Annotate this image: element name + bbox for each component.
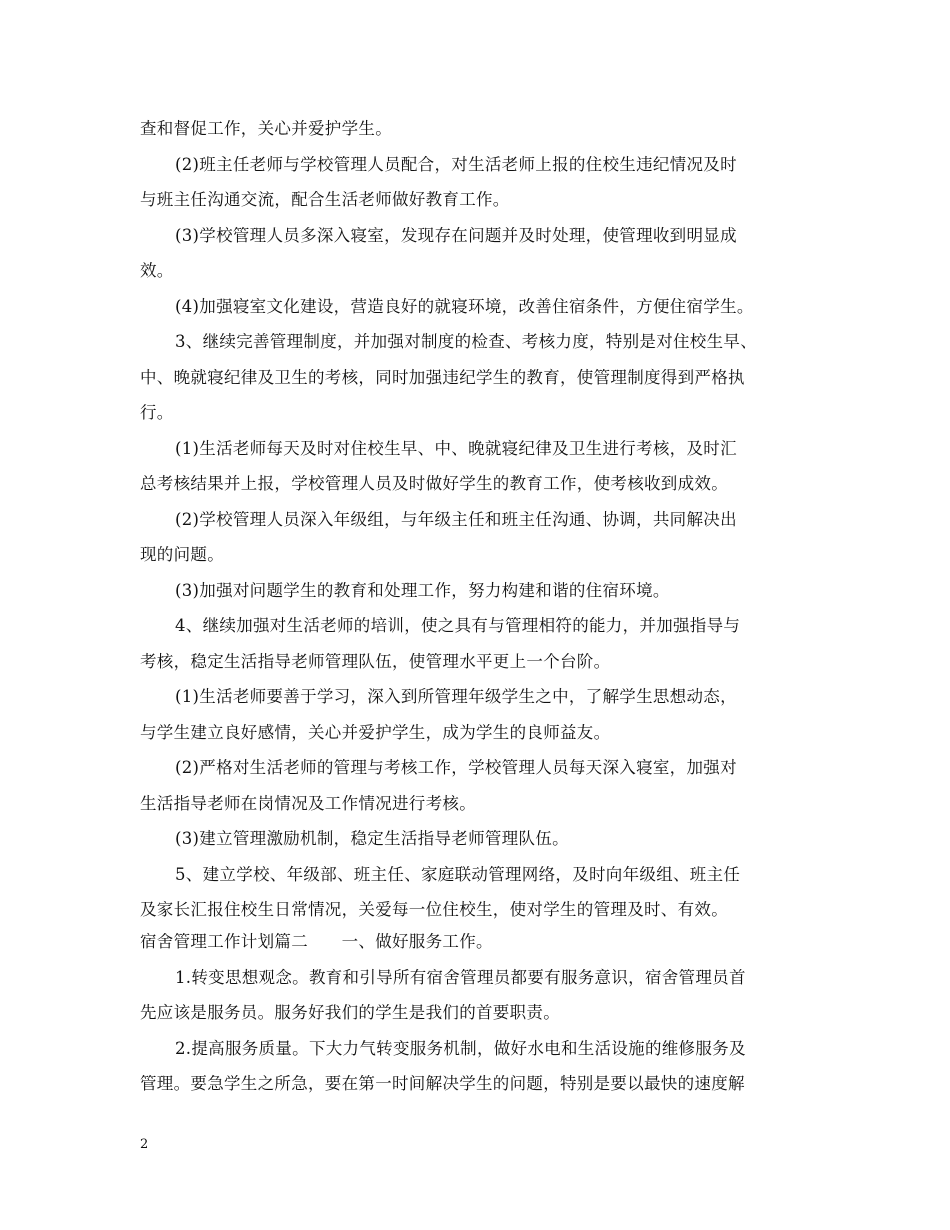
text-line: 与班主任沟通交流，配合生活老师做好教育工作。	[140, 190, 510, 209]
text-line: 3、继续完善管理制度，并加强对制度的检查、考核力度，特别是对住校生早、	[175, 332, 757, 351]
text-line: 及家长汇报住校生日常情况，关爱每一位住校生，使对学生的管理及时、有效。	[140, 900, 728, 919]
text-line: 5、建立学校、年级部、班主任、家庭联动管理网络，及时向年级组、班主任	[175, 865, 741, 884]
text-line: 2.提高服务质量。下大力气转变服务机制，做好水电和生活设施的维修服务及	[175, 1039, 746, 1058]
text-line: (1)生活老师每天及时对住校生早、中、晚就寝纪律及卫生进行考核，及时汇	[175, 439, 737, 458]
text-line: 考核，稳定生活指导老师管理队伍，使管理水平更上一个台阶。	[140, 652, 611, 671]
text-line: 总考核结果并上报，学校管理人员及时做好学生的教育工作，使考核收到成效。	[140, 474, 728, 493]
text-line: 管理。要急学生之所急，要在第一时间解决学生的问题，特别是要以最快的速度解	[140, 1074, 745, 1093]
text-line: 行。	[140, 403, 174, 422]
text-line: (3)学校管理人员多深入寝室，发现存在问题并及时处理，使管理收到明显成	[175, 226, 737, 245]
text-line: 中、晚就寝纪律及卫生的考核，同时加强违纪学生的教育，使管理制度得到严格执	[140, 368, 745, 387]
text-line: 1.转变思想观念。教育和引导所有宿舍管理员都要有服务意识，宿舍管理员首	[175, 968, 746, 987]
text-line: 4、继续加强对生活老师的培训，使之具有与管理相符的能力，并加强指导与	[175, 616, 741, 635]
text-line: (2)班主任老师与学校管理人员配合，对生活老师上报的住校生违纪情况及时	[175, 155, 737, 174]
text-line: 与学生建立良好感情，关心并爱护学生，成为学生的良师益友。	[140, 723, 611, 742]
text-line: (3)加强对问题学生的教育和处理工作，努力构建和谐的住宿环境。	[175, 581, 670, 600]
text-line: 生活指导老师在岗情况及工作情况进行考核。	[140, 794, 476, 813]
text-line: (4)加强寝室文化建设，营造良好的就寝环境，改善住宿条件，方便住宿学生。	[175, 297, 754, 316]
text-line: (2)严格对生活老师的管理与考核工作，学校管理人员每天深入寝室，加强对	[175, 758, 737, 777]
text-line: (3)建立管理激励机制，稳定生活指导老师管理队伍。	[175, 829, 569, 848]
text-line: 效。	[140, 261, 174, 280]
text-line: 现的问题。	[140, 545, 224, 564]
text-line: 先应该是服务员。服务好我们的学生是我们的首要职责。	[140, 1003, 560, 1022]
page-number: 2	[140, 1137, 149, 1152]
section-title-line: 宿舍管理工作计划篇二 一、做好服务工作。	[140, 932, 493, 951]
text-line: 查和督促工作，关心并爱护学生。	[140, 119, 392, 138]
text-line: (1)生活老师要善于学习，深入到所管理年级学生之中，了解学生思想动态，	[175, 687, 737, 706]
text-line: (2)学校管理人员深入年级组，与年级主任和班主任沟通、协调，共同解决出	[175, 510, 737, 529]
